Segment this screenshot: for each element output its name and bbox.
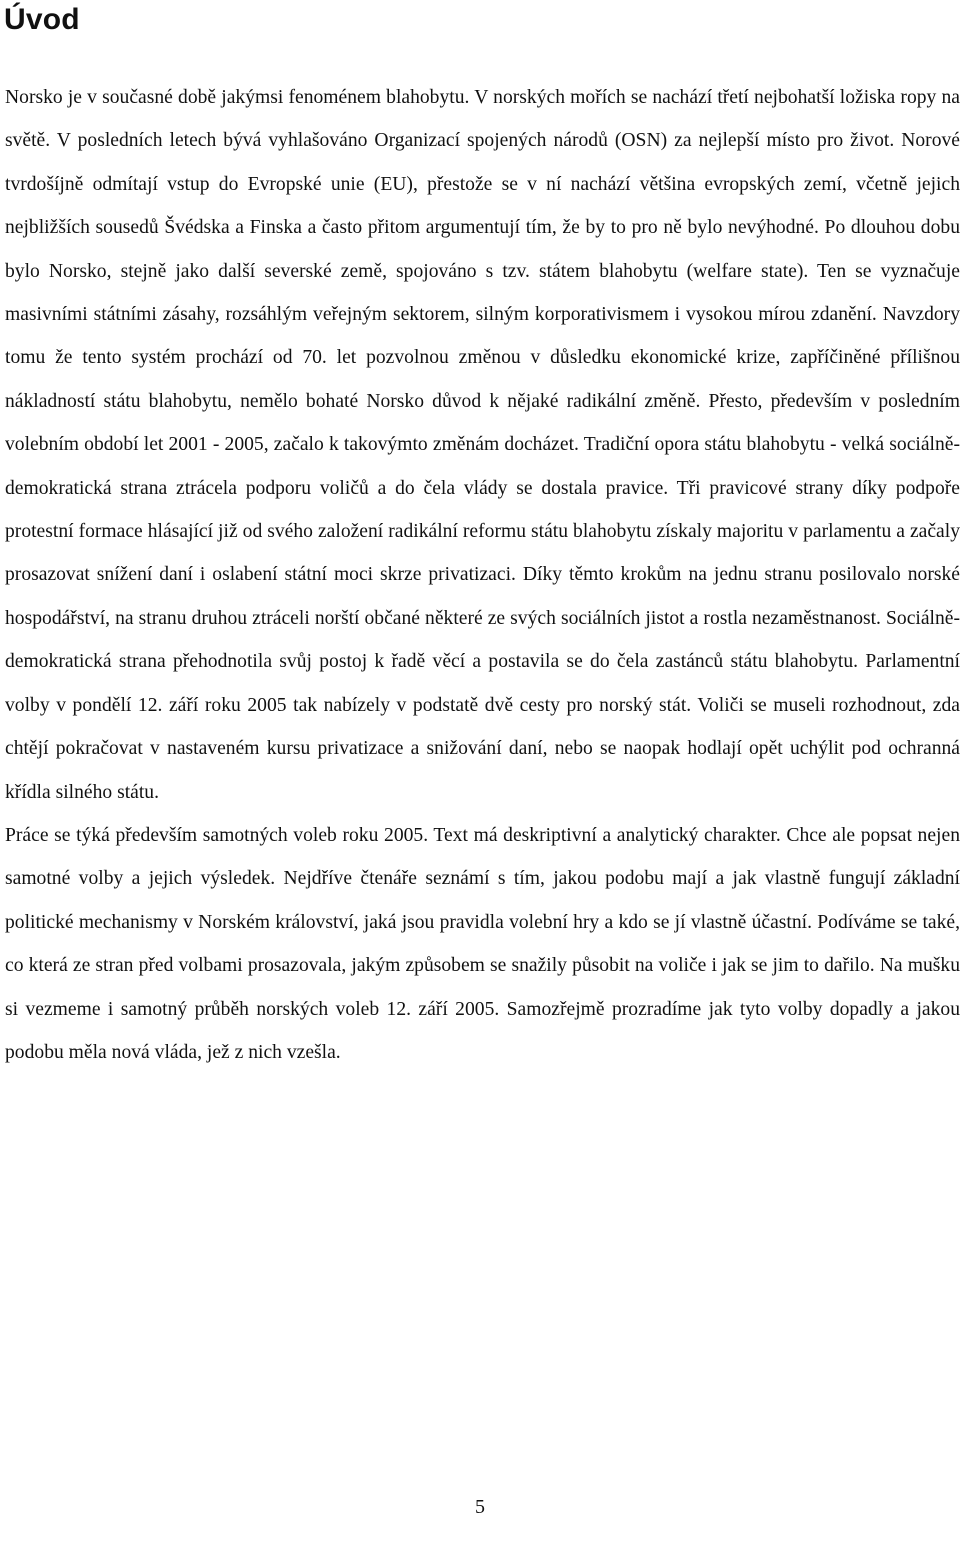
body-text xyxy=(5,76,960,1074)
page-heading: Úvod xyxy=(4,3,80,36)
page-number: 5 xyxy=(475,1496,485,1518)
paragraph-scope: Práce se týká především samotných voleb roku 2005. Text má deskriptivní a analytický charakter. Chce ale popsat nejen samotné volby a jejich výsledek. Nejdříve čtenáře seznámí s tím, jakou podobu mají a jak vlastně fungují základní politické mechanismy v Norském království, jaká jsou pravidla volební hry a kdo se jí vlastně účastní. Podíváme se také, co která ze stran před volbami prosazovala, jakým způsobem se snažily působit na voliče i jak se jim to dařilo. Na mušku si vezmeme i samotný průběh norských voleb 12. září 2005. Samozřejmě prozradíme jak tyto volby dopadly a jakou podobu měla nová vláda, jež z nich vzešla. xyxy=(5,824,960,1063)
paragraph-intro: Norsko je v současné době jakýmsi fenoménem blahobytu. V norských mořích se nachází třetí nejbohatší ložiska ropy na světě. V posledních letech bývá vyhlašováno Organizací spojených národů (OSN) za nejlepší místo pro život. Norové tvrdošíjně odmítají vstup do Evropské unie (EU), přestože se v ní nachází většina evropských zemí, včetně jejich nejbližších sousedů Švédska a Finska a často přitom argumentují tím, že by to pro ně bylo nevýhodné. Po dlouhou dobu bylo Norsko, stejně jako další severské země, spojováno s tzv. státem blahobytu (welfare state). Ten se vyznačuje masivními státními zásahy, rozsáhlým veřejným sektorem, silným korporativismem i vysokou mírou zdanění. Navzdory tomu že tento systém prochází od 70. let pozvolnou změnou v důsledku ekonomické krize, zapříčiněné přílišnou nákladností státu blahobytu, nemělo bohaté Norsko důvod k nějaké radikální změně. Přesto, především v posledním volebním období let 2001 - 2005, začalo k takovýmto změnám docházet. Tradiční opora státu blahobytu - velká sociálně-demokratická strana ztrácela podporu voličů a do čela vlády se dostala pravice. Tři pravicové strany díky podpoře protestní formace hlásající již od svého založení radikální reformu státu blahobytu získaly majoritu v parlamentu a začaly prosazovat snížení daní i oslabení státní moci skrze privatizaci. Díky těmto krokům na jednu stranu posilovalo norské hospodářství, na stranu druhou ztráceli norští občané některé ze svých sociálních jistot a rostla nezaměstnanost. Sociálně-demokratická strana přehodnotila svůj postoj k řadě věcí a postavila se do čela zastánců státu blahobytu. Parlamentní volby v pondělí 12. září roku 2005 tak nabízely v podstatě dvě cesty pro norský stát. Voliči se museli rozhodnout, zda chtějí pokračovat v nastaveném kursu privatizace a snižování daní, nebo se naopak hodlají opět uchýlit pod ochranná křídla silného státu. xyxy=(5,87,960,803)
